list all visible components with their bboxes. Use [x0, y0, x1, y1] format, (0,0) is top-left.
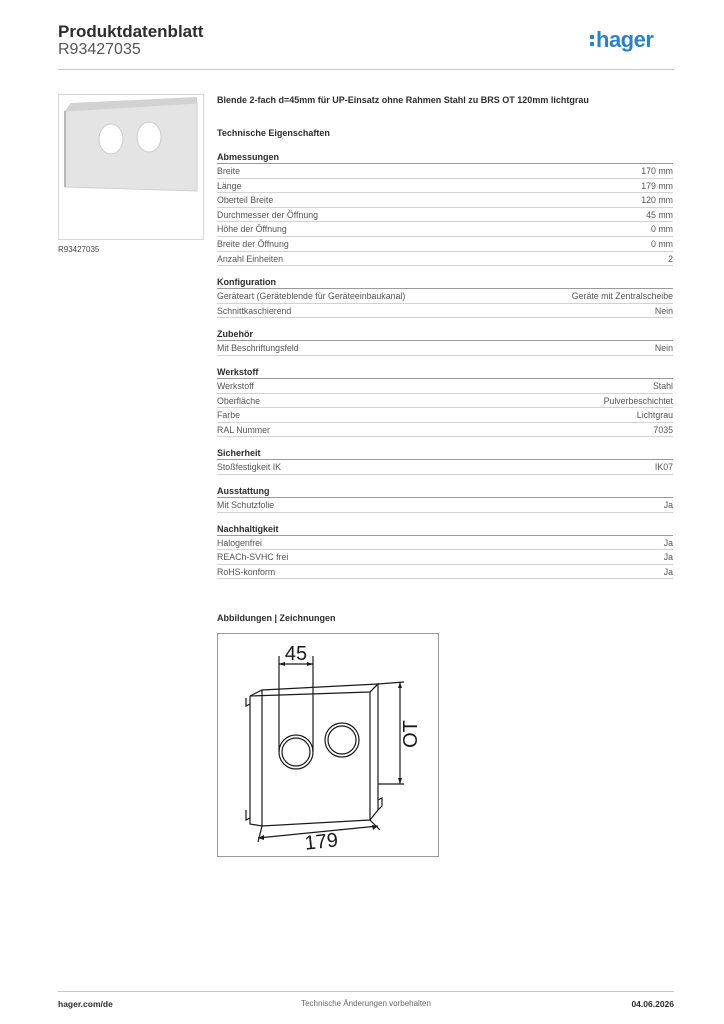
spec-value: Lichtgrau — [636, 410, 673, 421]
spec-row — [217, 289, 673, 304]
page-header — [58, 22, 674, 70]
section-title: Werkstoff — [217, 365, 673, 379]
spec-value: Pulverbeschichtet — [603, 395, 673, 406]
section-title: Konfiguration — [217, 275, 673, 289]
section-sicherheit — [217, 446, 673, 475]
spec-value: Ja — [663, 552, 673, 563]
spec-row — [217, 193, 673, 208]
spec-row — [217, 379, 673, 394]
product-thumbnail — [58, 94, 204, 240]
section-abmessungen — [217, 150, 673, 266]
spec-row — [217, 252, 673, 267]
spec-row — [217, 536, 673, 551]
spec-label: Oberfläche — [217, 395, 261, 406]
section-title: Abmessungen — [217, 150, 673, 164]
spec-label: Halogenfrei — [217, 537, 262, 548]
spec-value: 7035 — [653, 424, 673, 435]
footer-disclaimer: Technische Änderungen vorbehalten — [301, 999, 431, 1008]
spec-label: Mit Schutzfolie — [217, 499, 275, 510]
spec-row — [217, 341, 673, 356]
section-zubehoer — [217, 327, 673, 356]
dim-height-label: OT — [400, 720, 422, 748]
page-footer — [58, 991, 674, 1013]
spec-row — [217, 179, 673, 194]
spec-row — [217, 208, 673, 223]
spec-label: Höhe der Öffnung — [217, 224, 287, 235]
spec-value: 0 mm — [651, 224, 673, 235]
thumbnail-caption: R93427035 — [58, 245, 100, 254]
spec-label: Geräteart (Geräteblende für Geräteeinbaukanal) — [217, 291, 406, 302]
spec-value: 179 mm — [641, 180, 673, 191]
spec-label: Oberteil Breite — [217, 195, 274, 206]
spec-label: Werkstoff — [217, 380, 254, 391]
footer-website: hager.com/de — [58, 999, 113, 1009]
technical-drawing — [217, 633, 439, 857]
spec-label: RoHS-konform — [217, 566, 276, 577]
dim-hole-label: 45 — [284, 643, 308, 665]
spec-row — [217, 164, 673, 179]
spec-value: Stahl — [652, 380, 673, 391]
spec-value: 45 mm — [646, 209, 673, 220]
spec-row — [217, 550, 673, 565]
spec-label: Durchmesser der Öffnung — [217, 209, 319, 220]
spec-value: 2 — [668, 253, 673, 264]
spec-value: 0 mm — [651, 238, 673, 249]
section-title: Zubehör — [217, 327, 673, 341]
spec-label: Anzahl Einheiten — [217, 253, 284, 264]
section-konfiguration — [217, 275, 673, 318]
hager-logo — [590, 28, 674, 54]
spec-value: Ja — [663, 537, 673, 548]
spec-label: Breite — [217, 166, 240, 176]
spec-row — [217, 394, 673, 409]
section-title: Ausstattung — [217, 484, 673, 498]
document-title: Produktdatenblatt — [58, 22, 204, 41]
spec-value: Ja — [663, 499, 673, 510]
section-ausstattung — [217, 484, 673, 513]
document-number: R93427035 — [58, 41, 141, 58]
figures-heading: Abbildungen | Zeichnungen — [217, 613, 336, 623]
spec-value: Nein — [654, 343, 673, 354]
spec-value: 120 mm — [641, 195, 673, 206]
section-title: Nachhaltigkeit — [217, 522, 673, 536]
spec-value: Nein — [654, 305, 673, 316]
spec-label: Stoßfestigkeit IK — [217, 462, 282, 473]
spec-row — [217, 460, 673, 475]
product-description: Blende 2-fach d=45mm für UP-Einsatz ohne Rahmen Stahl zu BRS OT 120mm lichtgrau — [217, 95, 589, 105]
spec-label: Breite der Öffnung — [217, 238, 289, 249]
footer-date: 04.06.2026 — [631, 999, 674, 1009]
spec-label: REACh-SVHC frei — [217, 552, 289, 563]
section-werkstoff — [217, 365, 673, 437]
section-title: Sicherheit — [217, 446, 673, 460]
spec-row — [217, 498, 673, 513]
spec-value: Geräte mit Zentralscheibe — [571, 291, 673, 302]
spec-label: Farbe — [217, 410, 240, 421]
tech-properties-heading: Technische Eigenschaften — [217, 128, 330, 138]
dim-length-label: 179 — [303, 829, 340, 855]
spec-row — [217, 304, 673, 319]
spec-label: Mit Beschriftungsfeld — [217, 343, 299, 354]
spec-label: RAL Nummer — [217, 424, 270, 435]
spec-row — [217, 565, 673, 580]
spec-value: 170 mm — [641, 166, 673, 176]
spec-row — [217, 423, 673, 438]
spec-row — [217, 222, 673, 237]
spec-value: Ja — [663, 566, 673, 577]
spec-row — [217, 237, 673, 252]
spec-row — [217, 408, 673, 423]
logo-text: hager — [596, 28, 654, 52]
drawing-svg — [218, 634, 438, 856]
spec-value: IK07 — [654, 462, 673, 473]
product-image — [59, 95, 203, 239]
spec-label: Schnittkaschierend — [217, 305, 292, 316]
product-details — [217, 94, 673, 588]
spec-label: Länge — [217, 180, 242, 191]
section-nachhaltigkeit — [217, 522, 673, 580]
